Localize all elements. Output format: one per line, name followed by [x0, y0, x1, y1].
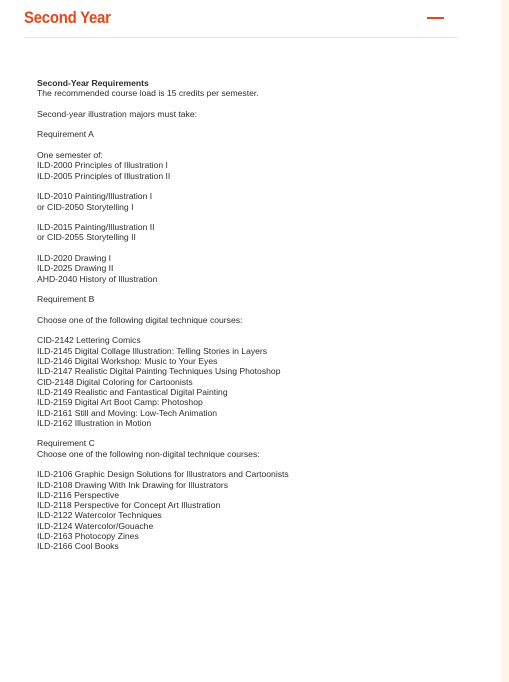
- second-year-accordion: [24, 0, 458, 562]
- requirement-b-title: Requirement B: [37, 294, 95, 305]
- course-item: or CID-2050 Storytelling I: [37, 201, 134, 212]
- course-item: ILD-2147 Realistic Digital Painting Techniques Using Photoshop: [37, 366, 281, 377]
- course-item: ILD-2010 Painting/Illustration I: [37, 191, 153, 202]
- course-item: ILD-2162 Illustration in Motion: [37, 417, 152, 428]
- requirements-heading: Second-Year Requirements: [37, 78, 149, 88]
- course-item: ILD-2124 Watercolor/Gouache: [37, 520, 154, 531]
- course-item: or CID-2055 Storytelling II: [37, 232, 136, 243]
- course-item: ILD-2106 Graphic Design Solutions for Illustrators and Cartoonists: [37, 469, 289, 480]
- course-item: ILD-2108 Drawing With Ink Drawing for Illustrators: [37, 479, 229, 490]
- section-title: Second Year: [24, 7, 111, 27]
- course-item: ILD-2166 Cool Books: [37, 541, 119, 552]
- course-item: AHD-2040 History of Illustration: [37, 273, 158, 284]
- course-item: CID-2148 Digital Coloring for Cartoonists: [37, 376, 193, 387]
- course-item: CID-2142 Lettering Comics: [37, 335, 141, 346]
- course-item: ILD-2161 Still and Moving: Low-Tech Animation: [37, 407, 218, 418]
- course-item: ILD-2159 Digital Art Boot Camp: Photoshop: [37, 397, 203, 408]
- course-item: ILD-2116 Perspective: [37, 489, 120, 500]
- section-content: [24, 38, 458, 552]
- course-item: ILD-2020 Drawing I: [37, 253, 112, 264]
- requirement-a-title: Requirement A: [37, 129, 94, 140]
- course-item: ILD-2118 Perspective for Concept Art Illustration: [37, 500, 221, 511]
- must-take-text: Second-year illustration majors must take:: [37, 108, 198, 119]
- course-item: ILD-2122 Watercolor Techniques: [37, 510, 162, 521]
- course-item: ILD-2149 Realistic and Fantastical Digital Painting: [37, 386, 228, 397]
- intro-text: The recommended course load is 15 credits per semester.: [37, 88, 259, 99]
- course-item: ILD-2005 Principles of Illustration II: [37, 170, 171, 181]
- course-item: ILD-2146 Digital Workshop: Music to Your Eyes: [37, 356, 218, 367]
- right-side-panel: [501, 0, 509, 682]
- requirement-c-title: Requirement C: [37, 438, 95, 449]
- course-item: ILD-2163 Photocopy Zines: [37, 531, 139, 542]
- requirement-c-instruction: Choose one of the following non-digital technique courses:: [37, 448, 260, 459]
- course-item: ILD-2025 Drawing II: [37, 263, 114, 274]
- requirement-b-instruction: Choose one of the following digital technique courses:: [37, 314, 243, 325]
- accordion-header[interactable]: [24, 0, 458, 38]
- course-item: ILD-2145 Digital Collage Illustration: Telling Stories in Layers: [37, 345, 268, 356]
- one-semester-label: One semester of:: [37, 150, 103, 161]
- course-item: ILD-2000 Principles of Illustration I: [37, 160, 168, 171]
- minus-icon[interactable]: [427, 17, 444, 19]
- course-item: ILD-2015 Painting/Illustration II: [37, 222, 155, 233]
